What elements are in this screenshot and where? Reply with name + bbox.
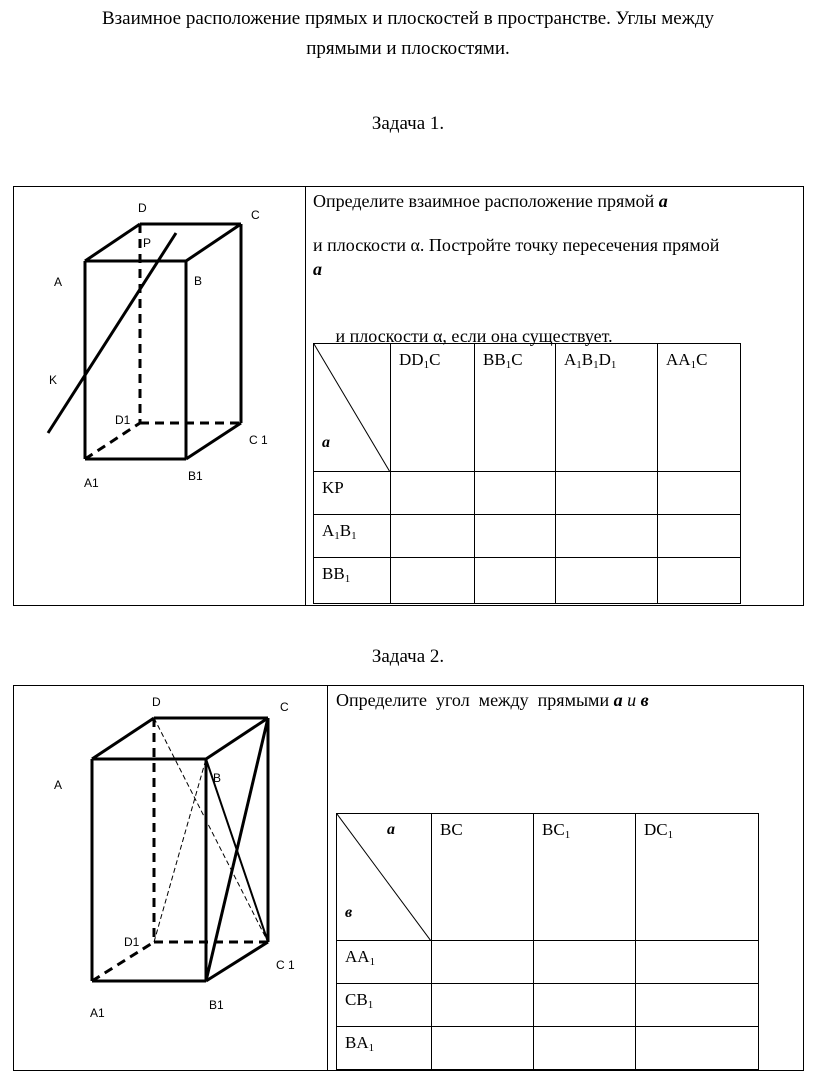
table-row [314, 472, 741, 515]
label-B: B [213, 771, 222, 785]
answer-cell[interactable] [475, 558, 556, 604]
answer-cell[interactable] [658, 515, 741, 558]
task2-box [13, 685, 804, 1071]
variable-a: а [613, 690, 623, 710]
answer-cell[interactable] [391, 558, 475, 604]
variable-a: а [313, 259, 322, 279]
label-K: K [49, 373, 58, 387]
label-D: D [152, 695, 161, 709]
task2-heading: Задача 2. [371, 646, 445, 667]
answer-cell[interactable] [432, 941, 534, 984]
answer-cell[interactable] [556, 472, 658, 515]
label-D1: D1 [124, 935, 140, 949]
row-header: KP [314, 472, 391, 515]
task1-box [13, 186, 804, 606]
row-header: $BB_1$ [314, 558, 391, 604]
label-B1: B1 [188, 469, 203, 483]
task1-prompt-line2: и плоскости α. Постройте точку пересечения прямой [313, 235, 720, 255]
title-line-1: Взаимное расположение прямых и плоскостей в пространстве. Углы между [101, 8, 715, 29]
row-header: $CB_1$ [337, 984, 432, 1027]
task1-table [313, 343, 741, 604]
answer-cell[interactable] [534, 941, 636, 984]
label-C1: C 1 [249, 433, 268, 447]
answer-cell[interactable] [636, 984, 759, 1027]
answer-cell[interactable] [391, 472, 475, 515]
task2-table [336, 813, 759, 1070]
label-P: P [143, 236, 152, 250]
table-row [337, 941, 759, 984]
answer-cell[interactable] [432, 1027, 534, 1070]
table-row [314, 515, 741, 558]
answer-cell[interactable] [636, 1027, 759, 1070]
label-C: C [251, 208, 260, 222]
answer-cell[interactable] [432, 984, 534, 1027]
label-C1: C 1 [276, 958, 295, 972]
row-header: $BA_1$ [337, 1027, 432, 1070]
table-row [314, 558, 741, 604]
column-header: BC [432, 814, 534, 941]
answer-cell[interactable] [475, 472, 556, 515]
column-header: $A_1B_1D_1$ [556, 344, 658, 472]
answer-cell[interactable] [556, 558, 658, 604]
answer-cell[interactable] [475, 515, 556, 558]
variable-b: в [640, 690, 649, 710]
label-B1: B1 [209, 998, 224, 1012]
task2-prompt: Определите угол между прямыми а и в [336, 690, 649, 710]
label-C: C [280, 700, 289, 714]
answer-cell[interactable] [658, 558, 741, 604]
variable-a: а [658, 191, 668, 211]
label-A1: A1 [84, 476, 99, 490]
label-B: B [194, 274, 203, 288]
column-header: $DD_1C$ [391, 344, 475, 472]
task1-prompt-line2-var [313, 258, 322, 280]
answer-cell[interactable] [391, 515, 475, 558]
row-header: $A_1B_1$ [314, 515, 391, 558]
label-A: A [54, 275, 63, 289]
task1-prism-figure [14, 187, 306, 605]
answer-cell[interactable] [534, 984, 636, 1027]
table-row [337, 1027, 759, 1070]
title-line-2: прямыми и плоскостями. [306, 38, 510, 59]
task1-prompt-line1: Определите взаимное расположение прямой а [313, 191, 668, 211]
task2-prism-figure [14, 686, 328, 1070]
task1-prompt-line3: и плоскости α, если она существует. [331, 326, 613, 346]
label-A: A [54, 778, 63, 792]
answer-cell[interactable] [556, 515, 658, 558]
column-header: $DC_1$ [636, 814, 759, 941]
label-D1: D1 [115, 413, 131, 427]
row-header: $AA_1$ [337, 941, 432, 984]
answer-cell[interactable] [658, 472, 741, 515]
table-corner-cell: а в [337, 814, 432, 941]
answer-cell[interactable] [636, 941, 759, 984]
answer-cell[interactable] [534, 1027, 636, 1070]
table-row [337, 984, 759, 1027]
column-header: $BB_1C$ [475, 344, 556, 472]
label-D: D [138, 201, 147, 215]
table-corner-cell: а [314, 344, 391, 472]
column-header: $AA_1C$ [658, 344, 741, 472]
column-header: $BC_1$ [534, 814, 636, 941]
page-title [0, 4, 816, 64]
label-A1: A1 [90, 1006, 105, 1020]
task1-heading: Задача 1. [371, 113, 445, 134]
